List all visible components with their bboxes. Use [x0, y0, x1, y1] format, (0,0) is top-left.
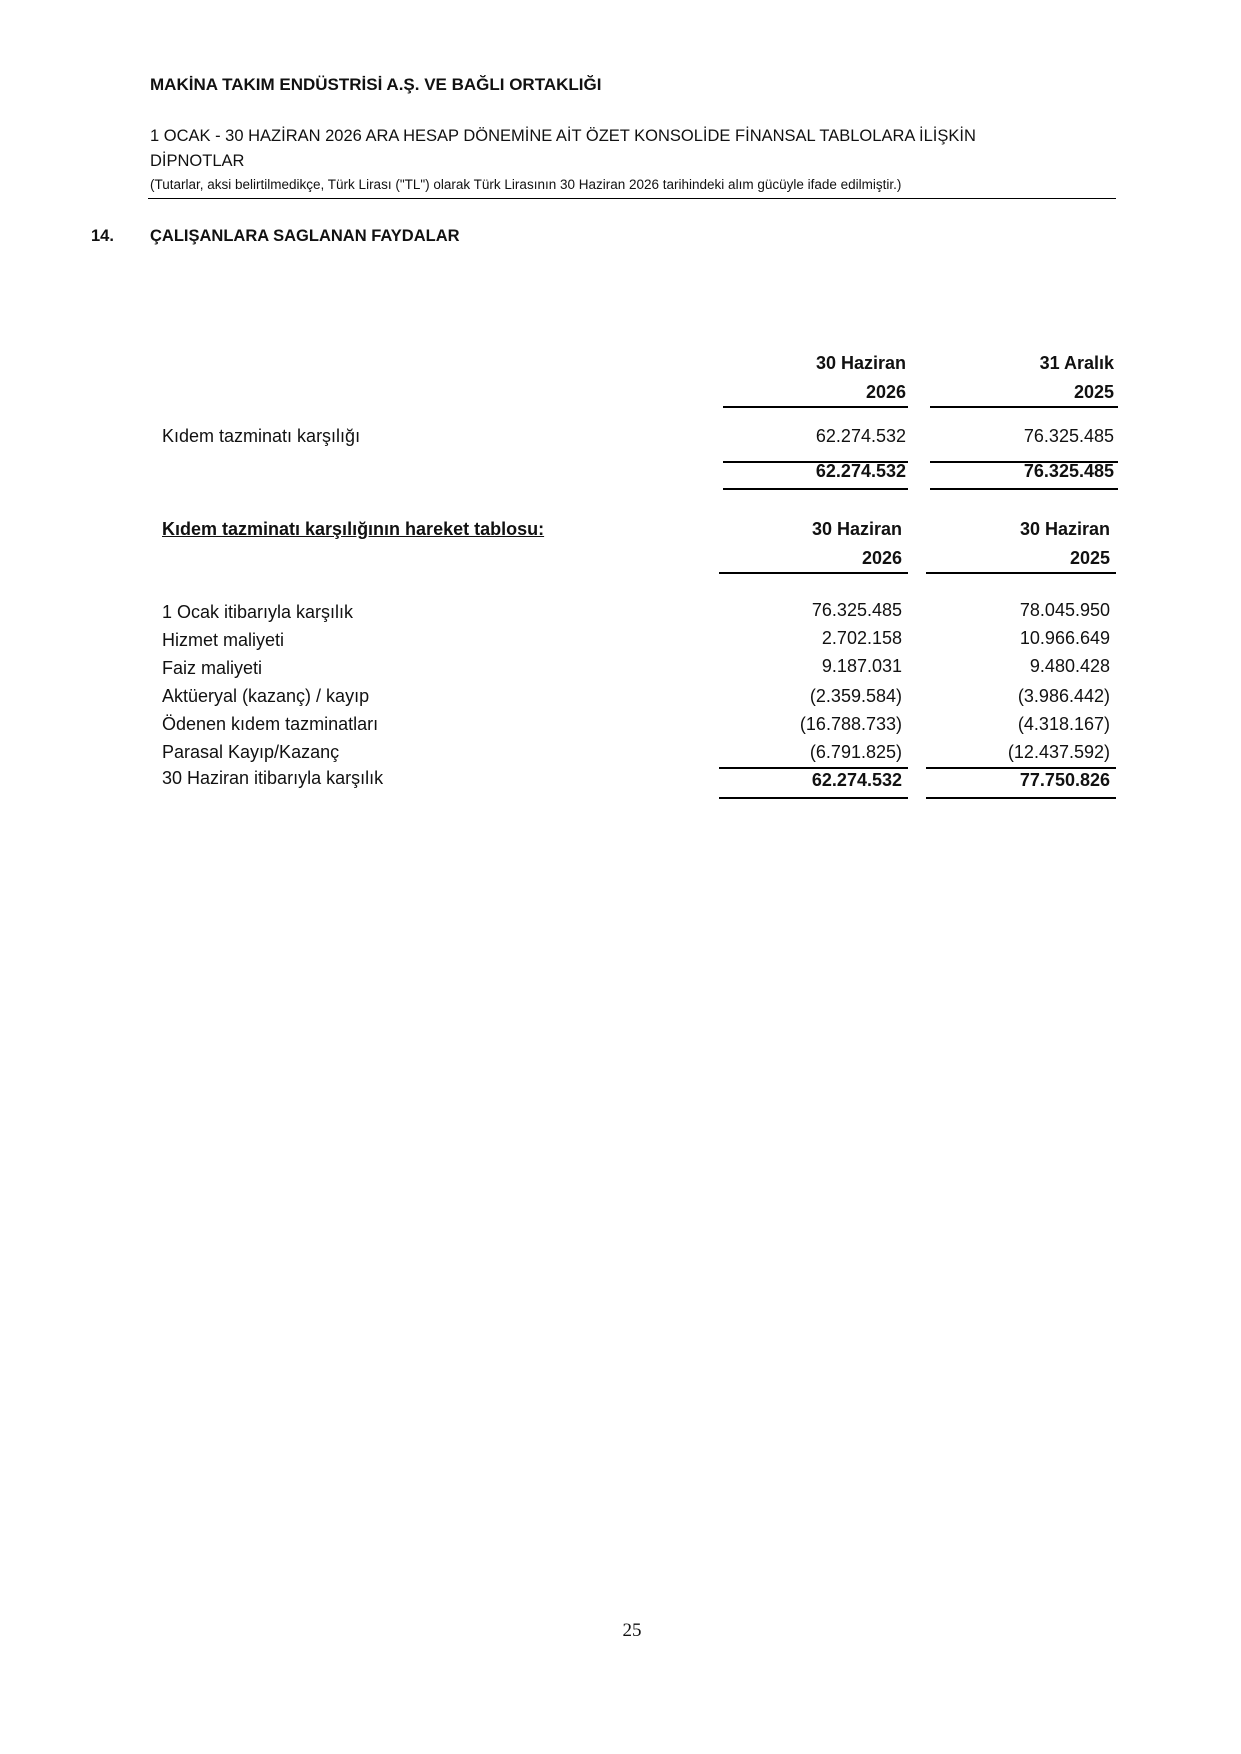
t1-col2-header-line2: 2025 [1073, 382, 1114, 402]
t2-row-value-2026: (2.359.584) [809, 686, 902, 706]
t2-col2-header-rule [926, 572, 1116, 574]
t1-row-value-2025: 76.325.485 [1023, 426, 1114, 446]
t1-row-value-2026: 62.274.532 [815, 426, 906, 446]
t2-col2-header-line1: 30 Haziran [1019, 519, 1110, 539]
t2-total-value-2025: 77.750.826 [1019, 770, 1110, 790]
section-number: 14. [91, 227, 114, 245]
t2-col1-header-line2: 2026 [861, 548, 902, 568]
t1-col1-header-line2: 2026 [865, 382, 906, 402]
t2-col2-total-rule-bottom [926, 797, 1116, 799]
t2-total-label: 30 Haziran itibarıyla karşılık [162, 768, 384, 788]
t1-total-value-2025: 76.325.485 [1023, 461, 1114, 481]
t2-row-value-2025: (4.318.167) [1017, 714, 1110, 734]
t1-total-value-2026: 62.274.532 [815, 461, 906, 481]
t2-col1-header-line1: 30 Haziran [811, 519, 902, 539]
t2-col1-header-rule [719, 572, 908, 574]
t2-row-value-2025: 10.966.649 [1019, 628, 1110, 648]
t1-col1-header-line1: 30 Haziran [815, 353, 906, 373]
t2-col1-total-rule-bottom [719, 797, 908, 799]
header-divider [148, 198, 1116, 199]
t2-total-value-2026: 62.274.532 [811, 770, 902, 790]
t2-row-value-2026: (16.788.733) [799, 714, 902, 734]
report-period-title: 1 OCAK - 30 HAZİRAN 2026 ARA HESAP DÖNEMİNE AİT ÖZET KONSOLİDE FİNANSAL TABLOLARA İLİŞKİN [150, 127, 976, 145]
t1-col1-header-rule [723, 406, 908, 408]
t1-col1-total-rule-bottom [723, 488, 908, 490]
t2-title: Kıdem tazminatı karşılığının hareket tablosu: [162, 519, 545, 539]
t2-row-value-2026: 2.702.158 [821, 628, 902, 648]
t2-row-value-2026: 76.325.485 [811, 600, 902, 620]
t2-row-value-2025: (12.437.592) [1007, 742, 1110, 762]
t2-row-value-2025: 78.045.950 [1019, 600, 1110, 620]
t2-row-value-2025: (3.986.442) [1017, 686, 1110, 706]
t1-col2-header-line1: 31 Aralık [1039, 353, 1114, 373]
section-title: ÇALIŞANLARA SAGLANAN FAYDALAR [150, 227, 460, 245]
company-name: MAKİNA TAKIM ENDÜSTRİSİ A.Ş. VE BAĞLI ORTAKLIĞI [150, 75, 602, 94]
t2-row-label: 1 Ocak itibarıyla karşılık [162, 602, 354, 622]
t2-row-label: Ödenen kıdem tazminatları [162, 714, 379, 734]
t1-row-label: Kıdem tazminatı karşılığı [162, 426, 361, 446]
t2-row-label: Aktüeryal (kazanç) / kayıp [162, 686, 370, 706]
t2-col2-header-line2: 2025 [1069, 548, 1110, 568]
t2-col1-total-rule-top [719, 767, 908, 769]
t1-col2-header-rule [930, 406, 1118, 408]
t1-col2-total-rule-bottom [930, 488, 1118, 490]
currency-note: (Tutarlar, aksi belirtilmedikçe, Türk Lirası ("TL") olarak Türk Lirasının 30 Haziran 2026 tarihindeki alım gücüyle ifade edilmiştir.) [150, 177, 902, 192]
t2-row-label: Hizmet maliyeti [162, 630, 285, 650]
t2-row-value-2025: 9.480.428 [1029, 656, 1110, 676]
t2-row-label: Faiz maliyeti [162, 658, 263, 678]
page-number: 25 [622, 1620, 642, 1641]
t2-row-value-2026: (6.791.825) [809, 742, 902, 762]
t2-col2-total-rule-top [926, 767, 1116, 769]
t2-row-value-2026: 9.187.031 [821, 656, 902, 676]
t2-row-label: Parasal Kayıp/Kazanç [162, 742, 340, 762]
report-period-title-cont: DİPNOTLAR [150, 152, 245, 170]
